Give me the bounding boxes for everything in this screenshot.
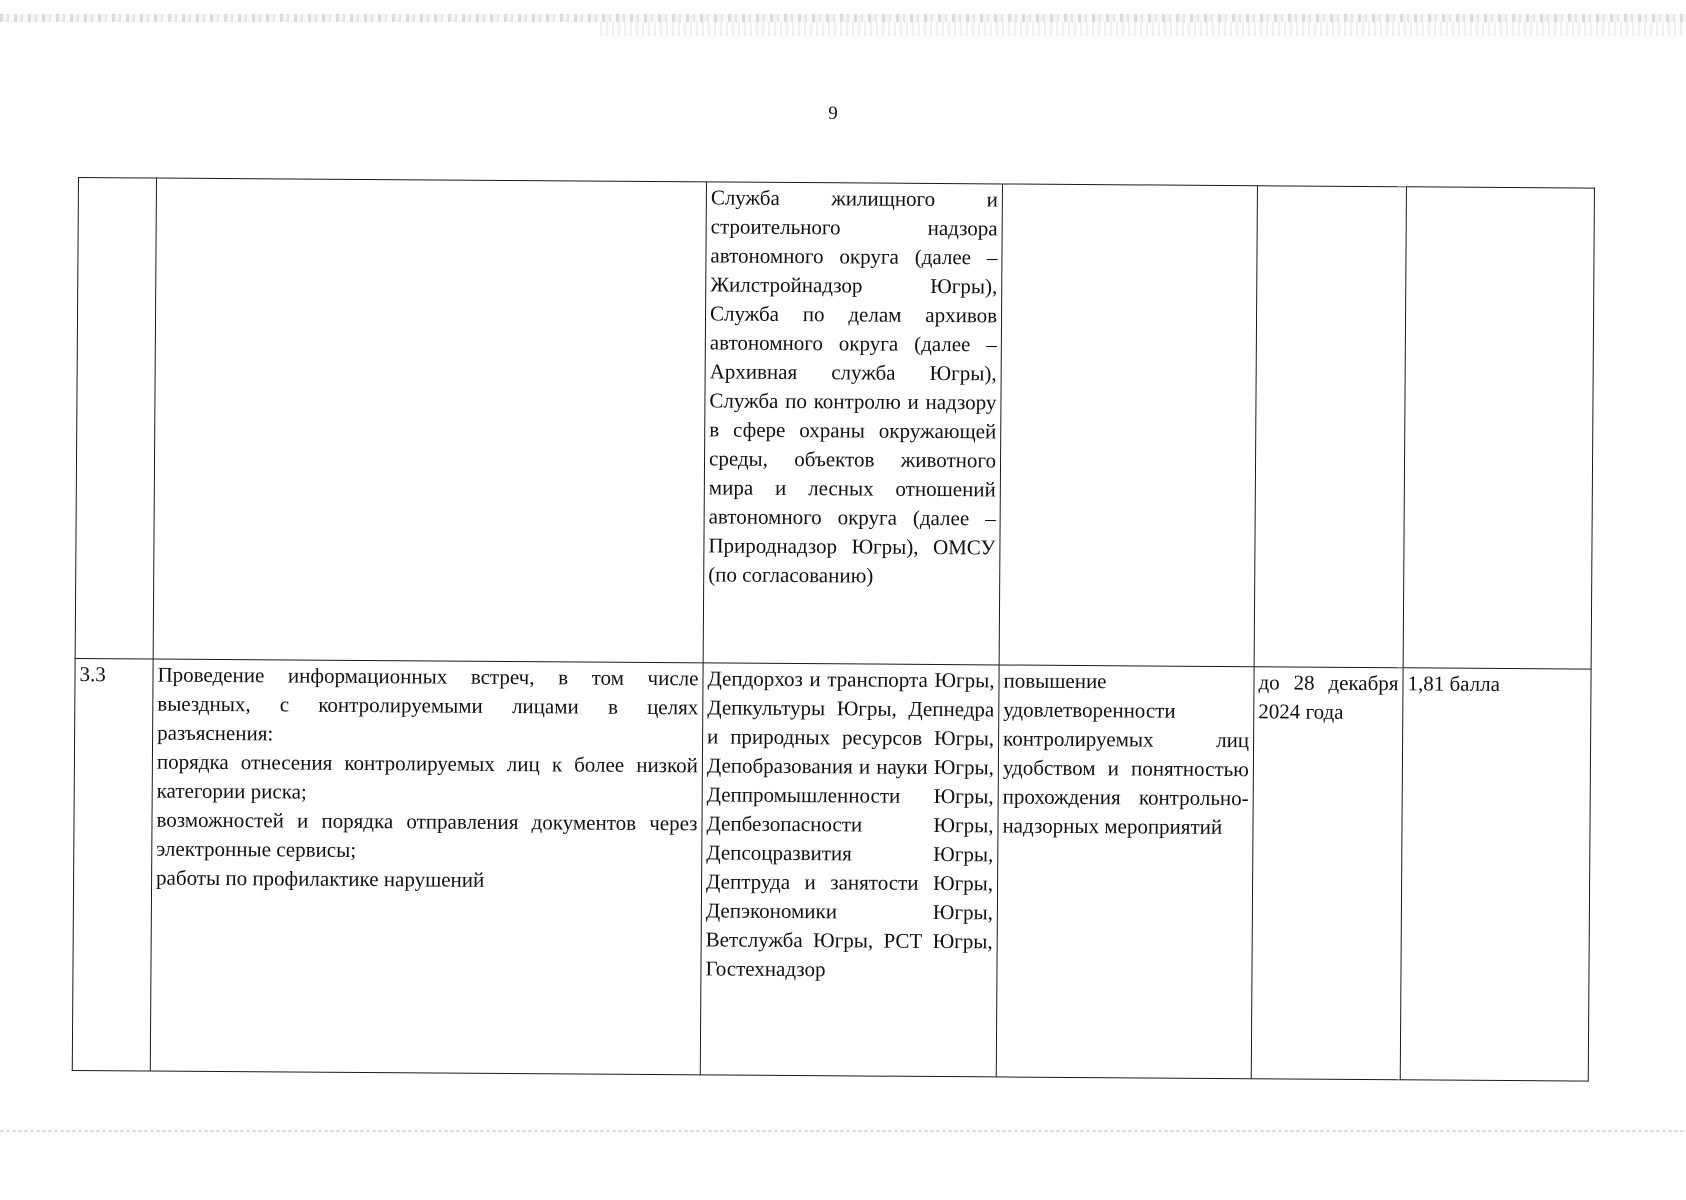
cell-indicator xyxy=(1403,187,1594,669)
page-number: 9 xyxy=(828,103,838,124)
cell-activity xyxy=(150,659,703,1075)
cell-number xyxy=(75,178,156,660)
activity-line: порядка отнесения контролируемых лиц к более низкой категории риска; xyxy=(156,749,698,804)
table-row xyxy=(75,178,1594,670)
cell-responsible xyxy=(703,182,1002,665)
cell-responsible xyxy=(700,663,999,1077)
plan-table-wrapper xyxy=(72,177,1594,1082)
scan-edge-top xyxy=(0,14,1686,22)
cell-activity xyxy=(153,178,706,663)
responsible-text: Служба жилищного и строительного надзора автономного округа (далее – Жилстройнадзор Югры), Служба по делам архивов автономного округа (далее – Архивная служба Югры), Служба по контролю и надзору в сфере охраны окружающей среды, объектов животного мира и лесных отношений автономного округа (далее – Природнадзор Югры), ОМСУ (по согласованию) xyxy=(708,185,998,588)
cell-indicator: 1,81 балла xyxy=(1400,668,1591,1081)
scan-edge-bottom xyxy=(0,1130,1686,1132)
scan-edge-top-secondary xyxy=(600,22,1686,36)
cell-deadline xyxy=(1254,186,1406,668)
table-row xyxy=(72,658,1591,1081)
cell-deadline: до 28 декабря 2024 года xyxy=(1251,667,1403,1080)
activity-line: возможностей и порядка отправления документов через электронные сервисы; xyxy=(156,807,698,862)
cell-number: 3.3 xyxy=(72,658,153,1071)
cell-result: повышение удовлетворенности контролируемых лиц удобством и понятностью прохождения контрольно-надзорных мероприятий xyxy=(996,665,1254,1079)
activity-line: работы по профилактике нарушений xyxy=(156,865,485,892)
plan-table xyxy=(72,177,1595,1082)
activity-line: Проведение информационных встреч, в том числе выездных, с контролируемыми лицами в целях разъяснения: xyxy=(157,662,699,746)
responsible-text: Депдорхоз и транспорта Югры, Депкультуры Югры, Депнедра и природных ресурсов Югры, Депобразования и науки Югры, Деппромышленности Югры, Депбезопасности Югры, Депсоцразвития Югры, Дептруда и занятости Югры, Депэкономики Югры, Ветслужба Югры, РСТ Югры, Гостехнадзор xyxy=(705,666,995,982)
cell-result xyxy=(999,184,1257,667)
